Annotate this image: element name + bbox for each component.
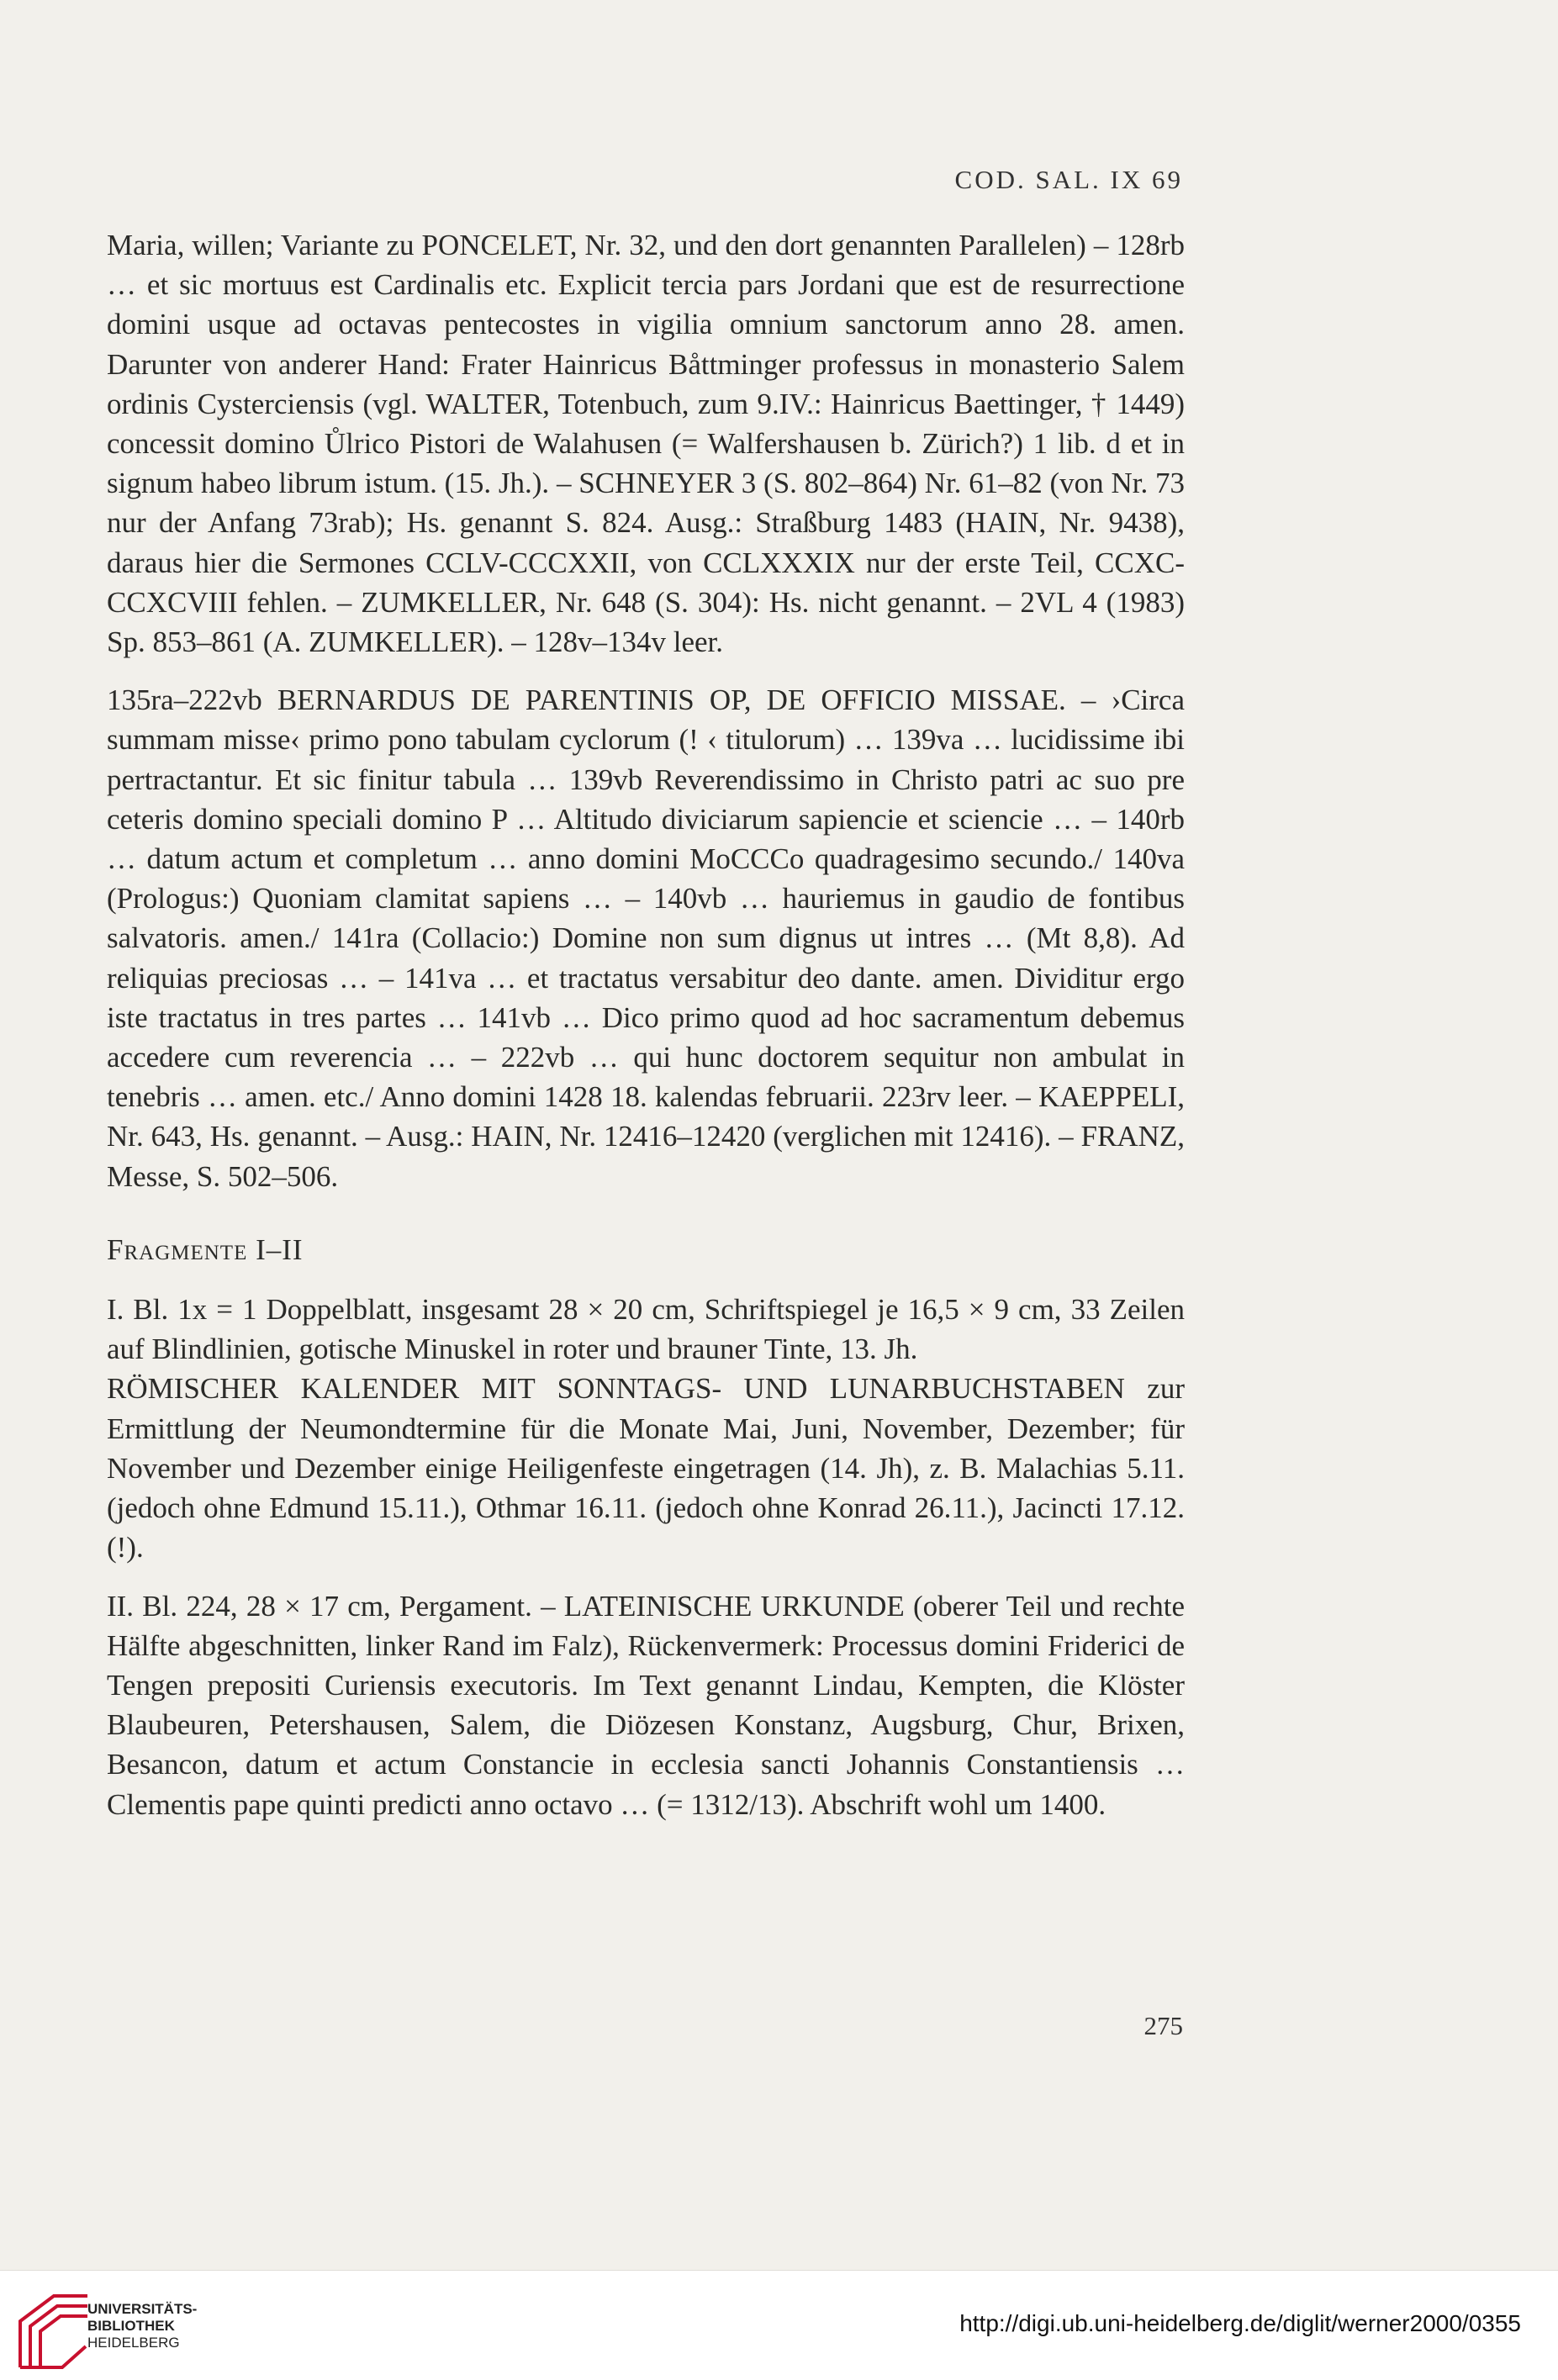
logo-line-1: UNIVERSITÄTS-: [87, 2301, 198, 2317]
library-logo-text: [87, 2301, 197, 2351]
footer-bar: [0, 2270, 1558, 2380]
paragraph-sermones-continuation: Maria, willen; Variante zu PONCELET, Nr. 32, und den dort genannten Parallelen) – 128rb … et sic mortuus est Cardinalis etc. Explicit tercia pars Jordani que est de resurrectione domini usque ad octavas pentecostes in vigilia omnium sanctorum anno 28. amen. Darunter von anderer Hand: Frater Hainricus Båttminger professus in monasterio Salem ordinis Cysterciensis (vgl. WALTER, Totenbuch, zum 9.IV.: Hainricus Baettinger, † 1449) concessit domino Ůlrico Pistori de Walahusen (= Walfershausen b. Zürich?) 1 lib. d et in signum habeo librum istum. (15. Jh.). – SCHNEYER 3 (S. 802–864) Nr. 61–82 (von Nr. 73 nur der Anfang 73rab); Hs. genannt S. 824. Ausg.: Straßburg 1483 (HAIN, Nr. 9438), daraus hier die Sermones CCLV-CCCXXII, von CCLXXXIX nur der erste Teil, CCXC-CCXCVIII fehlen. – ZUMKELLER, Nr. 648 (S. 304): Hs. nicht genannt. – 2VL 4 (1983) Sp. 853–861 (A. ZUMKELLER). – 128v–134v leer.: [107, 229, 1185, 659]
paragraph-fragment-ii-urkunde: II. Bl. 224, 28 × 17 cm, Pergament. – LATEINISCHE URKUNDE (oberer Teil und rechte Hälfte abgeschnitten, linker Rand im Falz), Rückenvermerk: Processus domini Friderici de Tengen prepositi Curiensis executoris. Im Text genannt Lindau, Kempten, die Klöster Blaubeuren, Petershausen, Salem, die Diözesen Konstanz, Augsburg, Chur, Brixen, Besancon, datum et actum Constancie in ecclesia sancti Johannis Constantiensis … Clementis pape quinti predicti anno octavo … (= 1312/13). Abschrift wohl um 1400.: [107, 1589, 1185, 1821]
running-head: COD. SAL. IX 69: [954, 165, 1183, 194]
library-logo-icon: [12, 2288, 92, 2372]
section-heading-fragmente: Fragmente I–II: [107, 1232, 304, 1266]
source-url-link[interactable]: http://digi.ub.uni-heidelberg.de/diglit/werner2000/0355: [959, 2310, 1521, 2336]
text-block: [107, 225, 1185, 1824]
paragraph-de-officio-missae: 135ra–222vb BERNARDUS DE PARENTINIS OP, DE OFFICIO MISSAE. – ›Circa summam misse‹ primo pono tabulam cyclorum (! ‹ titulorum) … 139va … lucidissime ibi pertractantur. Et sic finitur tabula … 139vb Reverendissimo in Christo patri ac suo pre ceteris domino speciali domino P … Altitudo diviciarum sapiencie et sciencie … – 140rb … datum actum et completum … anno domini MoCCCo quadragesimo secundo./ 140va (Prologus:) Quoniam clamitat sapiens … – 140vb … hauriemus in gaudio de fontibus salvatoris. amen./ 141ra (Collacio:) Domine non sum dignus ut intres … (Mt 8,8). Ad reliquias preciosas … – 141va … et tractatus versabitur deo dante. amen. Dividitur ergo iste tractatus in tres partes … 141vb … Dico primo quod ad hoc sacramentum debemus accedere cum reverencia … – 222vb … qui hunc doctorem sequitur non ambulat in tenebris … amen. etc./ Anno domini 1428 18. kalendas februarii. 223rv leer. – KAEPPELI, Nr. 643, Hs. genannt. – Ausg.: HAIN, Nr. 12416–12420 (verglichen mit 12416). – FRANZ, Messe, S. 502–506.: [107, 683, 1185, 1193]
paragraph-roemischer-kalender: RÖMISCHER KALENDER MIT SONNTAGS- UND LUNARBUCHSTABEN zur Ermittlung der Neumondtermine für die Monate Mai, Juni, November, Dezember; für November und Dezember einige Heiligenfeste eingetragen (14. Jh), z. B. Malachias 5.11. (jedoch ohne Edmund 15.11.), Othmar 16.11. (jedoch ohne Konrad 26.11.), Jacincti 17.12.(!).: [107, 1372, 1185, 1565]
page-number: 275: [1143, 2011, 1183, 2040]
logo-line-3: HEIDELBERG: [87, 2335, 180, 2351]
logo-line-2: BIBLIOTHEK: [87, 2318, 175, 2334]
paragraph-fragment-i-description: I. Bl. 1x = 1 Doppelblatt, insgesamt 28 × 20 cm, Schriftspiegel je 16,5 × 9 cm, 33 Zeilen auf Blindlinien, gotische Minuskel in roter und brauner Tinte, 13. Jh.: [107, 1293, 1185, 1366]
